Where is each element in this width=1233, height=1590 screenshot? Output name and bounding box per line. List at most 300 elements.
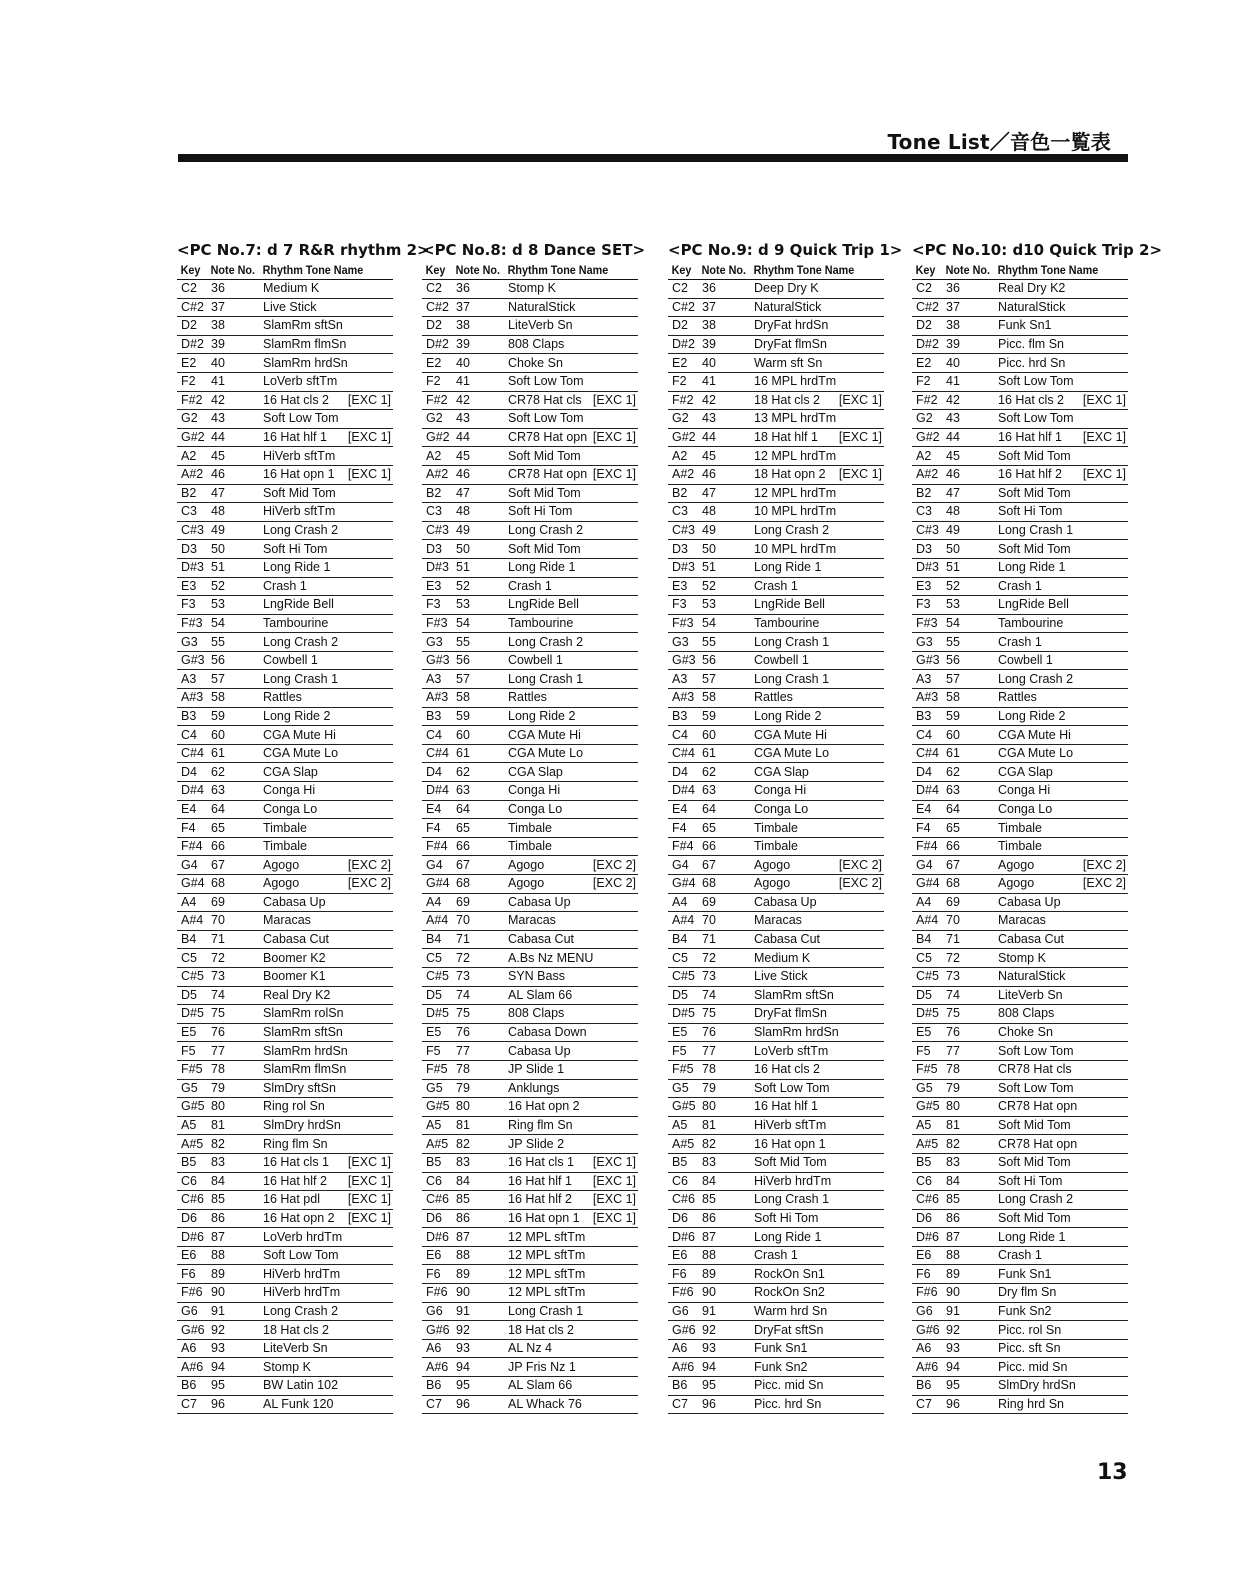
tone-name-cell bbox=[750, 707, 884, 726]
key-cell: D#2 bbox=[912, 335, 942, 354]
exclusive-group-tag: [EXC 1] bbox=[347, 430, 391, 445]
key-cell: B3 bbox=[668, 707, 698, 726]
note-number-cell: 49 bbox=[698, 521, 750, 540]
tone-name: 16 Hat hlf 1 bbox=[508, 1173, 572, 1188]
note-number-cell: 83 bbox=[698, 1153, 750, 1172]
note-number-cell: 96 bbox=[698, 1395, 750, 1414]
table-row bbox=[912, 967, 1128, 986]
note-number-cell: 90 bbox=[942, 1284, 994, 1303]
tone-name-cell bbox=[504, 1060, 638, 1079]
tone-name: CGA Mute Lo bbox=[754, 746, 830, 761]
tone-name: Conga Hi bbox=[263, 783, 316, 798]
tone-name: AL Nz 4 bbox=[508, 1341, 553, 1356]
tone-name-cell bbox=[259, 689, 393, 708]
key-cell: B6 bbox=[422, 1377, 452, 1396]
note-number-cell: 52 bbox=[207, 577, 259, 596]
key-cell: G#3 bbox=[177, 651, 207, 670]
table-row bbox=[177, 1377, 393, 1396]
table-row bbox=[422, 428, 638, 447]
tone-name-cell bbox=[504, 1265, 638, 1284]
note-number-cell: 84 bbox=[452, 1172, 504, 1191]
tone-name-cell bbox=[994, 558, 1128, 577]
table-row bbox=[912, 1339, 1128, 1358]
key-cell: D#3 bbox=[912, 558, 942, 577]
note-number-cell: 41 bbox=[452, 372, 504, 391]
tone-name: Agogo bbox=[754, 876, 791, 891]
tone-name: A.Bs Nz MENU bbox=[508, 950, 594, 965]
key-cell: F#4 bbox=[422, 837, 452, 856]
note-number-cell: 47 bbox=[452, 484, 504, 503]
key-cell: D#2 bbox=[668, 335, 698, 354]
tone-name-cell bbox=[259, 986, 393, 1005]
note-number-cell: 77 bbox=[698, 1042, 750, 1061]
note-number-cell: 38 bbox=[207, 317, 259, 336]
tone-name-cell bbox=[259, 298, 393, 317]
table-row bbox=[668, 893, 884, 912]
note-number-cell: 67 bbox=[452, 856, 504, 875]
table-row bbox=[422, 447, 638, 466]
tone-name: SlamRm hrdSn bbox=[263, 355, 348, 370]
tone-name-cell bbox=[504, 1209, 638, 1228]
table-row bbox=[668, 875, 884, 894]
tone-name: 16 Hat cls 2 bbox=[754, 1062, 821, 1077]
tone-name: 16 Hat hlf 2 bbox=[508, 1192, 572, 1207]
key-cell: E2 bbox=[668, 354, 698, 373]
key-cell: B5 bbox=[912, 1153, 942, 1172]
table-row bbox=[668, 447, 884, 466]
key-cell: C6 bbox=[668, 1172, 698, 1191]
tone-name: Stomp K bbox=[508, 281, 556, 296]
table-row bbox=[912, 930, 1128, 949]
key-cell: F#6 bbox=[177, 1284, 207, 1303]
tone-name-cell bbox=[504, 670, 638, 689]
tone-name: Cabasa Cut bbox=[263, 932, 330, 947]
tone-name-cell bbox=[750, 1116, 884, 1135]
key-cell: B4 bbox=[668, 930, 698, 949]
tone-name: Long Crash 1 bbox=[508, 671, 584, 686]
page-header-title: Tone List／音色一覧表 bbox=[887, 130, 1111, 154]
key-cell: D#3 bbox=[422, 558, 452, 577]
key-cell: C#4 bbox=[912, 744, 942, 763]
key-cell: C5 bbox=[422, 949, 452, 968]
exclusive-group-tag: [EXC 1] bbox=[347, 467, 391, 482]
tone-name-cell bbox=[504, 410, 638, 429]
tone-name: Soft Low Tom bbox=[998, 1043, 1074, 1058]
table-row bbox=[422, 410, 638, 429]
table-row bbox=[912, 1060, 1128, 1079]
tone-name: Stomp K bbox=[998, 950, 1046, 965]
tone-name: AL Slam 66 bbox=[508, 1378, 573, 1393]
table-row bbox=[422, 967, 638, 986]
table-row bbox=[177, 410, 393, 429]
tone-name-cell bbox=[750, 1060, 884, 1079]
note-number-cell: 44 bbox=[452, 428, 504, 447]
tone-name-cell bbox=[259, 726, 393, 745]
tone-name-cell bbox=[259, 1246, 393, 1265]
tone-name-cell bbox=[750, 428, 884, 447]
exclusive-group-tag: [EXC 1] bbox=[838, 467, 882, 482]
note-number-cell: 69 bbox=[942, 893, 994, 912]
exclusive-group-tag: [EXC 1] bbox=[838, 392, 882, 407]
key-cell: C#4 bbox=[668, 744, 698, 763]
tone-name: Long Ride 1 bbox=[754, 560, 822, 575]
table-row bbox=[912, 1209, 1128, 1228]
tone-name: Soft Mid Tom bbox=[998, 1155, 1071, 1170]
tone-name: Long Ride 1 bbox=[998, 1229, 1066, 1244]
key-cell: C5 bbox=[668, 949, 698, 968]
tone-name-cell bbox=[504, 484, 638, 503]
tone-name: Long Ride 1 bbox=[754, 1229, 822, 1244]
table-row bbox=[912, 689, 1128, 708]
tone-name: Rattles bbox=[508, 690, 547, 705]
tone-name: Soft Mid Tom bbox=[998, 541, 1071, 556]
table-row bbox=[177, 651, 393, 670]
note-number-cell: 43 bbox=[942, 410, 994, 429]
tone-name: CGA Mute Hi bbox=[508, 727, 581, 742]
note-number-cell: 60 bbox=[942, 726, 994, 745]
tone-name-cell bbox=[259, 930, 393, 949]
key-cell: D4 bbox=[422, 763, 452, 782]
tone-name-cell bbox=[504, 1023, 638, 1042]
note-number-cell: 63 bbox=[207, 782, 259, 801]
tone-name: Cabasa Cut bbox=[754, 932, 821, 947]
tone-name: Soft Hi Tom bbox=[754, 1210, 819, 1225]
note-number-cell: 64 bbox=[698, 800, 750, 819]
tone-name: AL Slam 66 bbox=[508, 987, 573, 1002]
tone-name: Long Crash 1 bbox=[754, 634, 830, 649]
key-cell: E6 bbox=[177, 1246, 207, 1265]
note-number-cell: 39 bbox=[207, 335, 259, 354]
key-cell: A#3 bbox=[422, 689, 452, 708]
note-number-cell: 53 bbox=[207, 596, 259, 615]
tone-name: JP Slide 2 bbox=[508, 1136, 565, 1151]
key-cell: A#3 bbox=[912, 689, 942, 708]
key-cell: G4 bbox=[422, 856, 452, 875]
tone-name: Soft Mid Tom bbox=[754, 1155, 827, 1170]
exclusive-group-tag: [EXC 1] bbox=[1082, 430, 1126, 445]
note-number-cell: 48 bbox=[698, 503, 750, 522]
tone-name-cell bbox=[750, 1246, 884, 1265]
tone-name: Agogo bbox=[263, 857, 300, 872]
tone-name-cell bbox=[750, 1358, 884, 1377]
table-row bbox=[422, 354, 638, 373]
key-cell: C7 bbox=[912, 1395, 942, 1414]
note-number-cell: 89 bbox=[942, 1265, 994, 1284]
tone-name-cell bbox=[504, 633, 638, 652]
tone-name-cell bbox=[994, 1284, 1128, 1303]
note-number-cell: 45 bbox=[452, 447, 504, 466]
key-cell: B5 bbox=[668, 1153, 698, 1172]
table-row bbox=[177, 503, 393, 522]
tone-name-cell bbox=[259, 893, 393, 912]
note-number-cell: 92 bbox=[698, 1321, 750, 1340]
key-cell: F3 bbox=[422, 596, 452, 615]
key-cell: E2 bbox=[912, 354, 942, 373]
tone-name: CGA Mute Hi bbox=[998, 727, 1071, 742]
table-row bbox=[668, 1005, 884, 1024]
tone-name: 808 Claps bbox=[998, 1006, 1055, 1021]
tone-name: HiVerb hrdTm bbox=[263, 1266, 341, 1281]
key-cell: D2 bbox=[668, 317, 698, 336]
note-number-cell: 53 bbox=[698, 596, 750, 615]
tone-name-cell bbox=[994, 744, 1128, 763]
key-cell: A6 bbox=[912, 1339, 942, 1358]
tone-name: Cabasa Up bbox=[508, 1043, 571, 1058]
table-row bbox=[912, 1228, 1128, 1247]
tone-name-cell bbox=[994, 967, 1128, 986]
key-cell: D6 bbox=[912, 1209, 942, 1228]
note-number-cell: 43 bbox=[452, 410, 504, 429]
tone-name: LngRide Bell bbox=[754, 597, 825, 612]
tone-table bbox=[422, 261, 638, 1414]
key-cell: G#6 bbox=[912, 1321, 942, 1340]
key-cell: B6 bbox=[177, 1377, 207, 1396]
tone-name-cell bbox=[994, 596, 1128, 615]
tone-name: Deep Dry K bbox=[754, 281, 819, 296]
exclusive-group-tag: [EXC 1] bbox=[347, 1192, 391, 1207]
note-number-cell: 92 bbox=[452, 1321, 504, 1340]
key-cell: D5 bbox=[668, 986, 698, 1005]
table-row bbox=[912, 1098, 1128, 1117]
key-cell: D3 bbox=[912, 540, 942, 559]
tone-name: Crash 1 bbox=[998, 1248, 1042, 1263]
tone-name-cell bbox=[504, 280, 638, 299]
note-number-cell: 50 bbox=[207, 540, 259, 559]
tone-name: 16 Hat cls 1 bbox=[263, 1155, 330, 1170]
tone-name: Warm hrd Sn bbox=[754, 1303, 828, 1318]
tone-name-cell bbox=[750, 837, 884, 856]
tone-name: Real Dry K2 bbox=[998, 281, 1066, 296]
key-cell: A5 bbox=[668, 1116, 698, 1135]
key-cell: B2 bbox=[177, 484, 207, 503]
table-row bbox=[422, 391, 638, 410]
note-number-cell: 96 bbox=[207, 1395, 259, 1414]
tone-name: AL Whack 76 bbox=[508, 1396, 582, 1411]
tone-name-cell bbox=[750, 596, 884, 615]
table-row bbox=[668, 967, 884, 986]
tone-column-header: Rhythm Tone Name bbox=[994, 261, 1115, 280]
tone-table-title: <PC No.7: d 7 R&R rhythm 2> bbox=[177, 241, 430, 259]
note-number-cell: 70 bbox=[942, 912, 994, 931]
note-number-cell: 75 bbox=[207, 1005, 259, 1024]
key-cell: D#4 bbox=[912, 782, 942, 801]
note-number-cell: 73 bbox=[942, 967, 994, 986]
key-cell: G6 bbox=[422, 1302, 452, 1321]
note-number-cell: 89 bbox=[452, 1265, 504, 1284]
tone-name: RockOn Sn1 bbox=[754, 1266, 825, 1281]
table-row bbox=[422, 596, 638, 615]
note-number-cell: 68 bbox=[207, 875, 259, 894]
note-number-cell: 84 bbox=[207, 1172, 259, 1191]
tone-name-cell bbox=[504, 1079, 638, 1098]
tone-name-cell bbox=[994, 763, 1128, 782]
table-row bbox=[422, 614, 638, 633]
key-cell: A6 bbox=[422, 1339, 452, 1358]
exclusive-group-tag: [EXC 2] bbox=[347, 876, 391, 891]
table-row bbox=[912, 298, 1128, 317]
tone-name-cell bbox=[994, 335, 1128, 354]
key-cell: G#5 bbox=[422, 1098, 452, 1117]
table-row bbox=[668, 372, 884, 391]
table-row bbox=[912, 707, 1128, 726]
note-number-cell: 46 bbox=[452, 465, 504, 484]
tone-name: DryFat hrdSn bbox=[754, 318, 829, 333]
table-row bbox=[912, 1302, 1128, 1321]
tone-name: LoVerb sftTm bbox=[263, 374, 338, 389]
tone-name: Timbale bbox=[754, 820, 798, 835]
tone-name: DryFat flmSn bbox=[754, 1006, 827, 1021]
note-number-cell: 77 bbox=[452, 1042, 504, 1061]
note-number-cell: 78 bbox=[698, 1060, 750, 1079]
tone-name: Soft Mid Tom bbox=[998, 1210, 1071, 1225]
note-column-header: Note No. bbox=[452, 261, 499, 280]
exclusive-group-tag: [EXC 2] bbox=[838, 876, 882, 891]
key-cell: G2 bbox=[177, 410, 207, 429]
tone-name: Tambourine bbox=[998, 615, 1064, 630]
note-number-cell: 93 bbox=[942, 1339, 994, 1358]
tone-name-cell bbox=[994, 503, 1128, 522]
table-row bbox=[422, 1209, 638, 1228]
key-cell: A#3 bbox=[668, 689, 698, 708]
exclusive-group-tag: [EXC 1] bbox=[838, 430, 882, 445]
tone-name-cell bbox=[504, 1395, 638, 1414]
tone-name-cell bbox=[750, 651, 884, 670]
note-number-cell: 45 bbox=[207, 447, 259, 466]
table-row bbox=[422, 577, 638, 596]
table-row bbox=[177, 1005, 393, 1024]
table-row bbox=[668, 670, 884, 689]
key-cell: A5 bbox=[912, 1116, 942, 1135]
note-number-cell: 75 bbox=[698, 1005, 750, 1024]
tone-name: LoVerb hrdTm bbox=[263, 1229, 343, 1244]
key-cell: A3 bbox=[912, 670, 942, 689]
tone-name-cell bbox=[750, 689, 884, 708]
table-row bbox=[177, 837, 393, 856]
tone-name-cell bbox=[994, 410, 1128, 429]
tone-name: Picc. mid Sn bbox=[754, 1378, 824, 1393]
table-row bbox=[668, 410, 884, 429]
tone-name-cell bbox=[994, 1172, 1128, 1191]
note-number-cell: 85 bbox=[452, 1191, 504, 1210]
key-cell: F5 bbox=[177, 1042, 207, 1061]
note-number-cell: 95 bbox=[942, 1377, 994, 1396]
tone-name: Cabasa Cut bbox=[508, 932, 575, 947]
table-row bbox=[422, 1079, 638, 1098]
note-number-cell: 93 bbox=[452, 1339, 504, 1358]
note-number-cell: 58 bbox=[452, 689, 504, 708]
tone-name-cell bbox=[994, 912, 1128, 931]
table-row bbox=[422, 930, 638, 949]
note-number-cell: 42 bbox=[942, 391, 994, 410]
table-row bbox=[422, 689, 638, 708]
table-row bbox=[912, 540, 1128, 559]
key-cell: G#4 bbox=[912, 875, 942, 894]
tone-name-cell bbox=[259, 1284, 393, 1303]
tone-name: Maracas bbox=[998, 913, 1046, 928]
tone-name-cell bbox=[994, 1302, 1128, 1321]
tone-name-cell bbox=[504, 298, 638, 317]
exclusive-group-tag: [EXC 1] bbox=[592, 1192, 636, 1207]
key-cell: D3 bbox=[177, 540, 207, 559]
tone-name-cell bbox=[750, 1284, 884, 1303]
table-row bbox=[668, 1060, 884, 1079]
note-number-cell: 89 bbox=[698, 1265, 750, 1284]
key-cell: C6 bbox=[422, 1172, 452, 1191]
key-cell: F#5 bbox=[177, 1060, 207, 1079]
note-number-cell: 61 bbox=[207, 744, 259, 763]
note-number-cell: 61 bbox=[452, 744, 504, 763]
table-row bbox=[177, 317, 393, 336]
tone-name-cell bbox=[750, 1228, 884, 1247]
table-row bbox=[177, 1209, 393, 1228]
note-number-cell: 79 bbox=[207, 1079, 259, 1098]
tone-name-cell bbox=[504, 521, 638, 540]
tone-name: Ring rol Sn bbox=[263, 1099, 325, 1114]
key-cell: D#6 bbox=[912, 1228, 942, 1247]
note-number-cell: 39 bbox=[452, 335, 504, 354]
tone-name: 16 Hat pdl bbox=[263, 1192, 320, 1207]
key-cell: G4 bbox=[177, 856, 207, 875]
tone-name: SlamRm sftSn bbox=[263, 318, 343, 333]
tone-name: CR78 Hat opn bbox=[508, 430, 588, 445]
table-row bbox=[668, 782, 884, 801]
tone-name-cell bbox=[259, 912, 393, 931]
note-number-cell: 50 bbox=[942, 540, 994, 559]
note-number-cell: 47 bbox=[698, 484, 750, 503]
key-cell: B4 bbox=[177, 930, 207, 949]
note-number-cell: 57 bbox=[452, 670, 504, 689]
tone-table-title: <PC No.8: d 8 Dance SET> bbox=[422, 241, 646, 259]
tone-name: LngRide Bell bbox=[508, 597, 579, 612]
note-number-cell: 80 bbox=[698, 1098, 750, 1117]
tone-name: Soft Low Tom bbox=[508, 411, 584, 426]
key-cell: G#2 bbox=[422, 428, 452, 447]
tone-name: Medium K bbox=[263, 281, 320, 296]
key-cell: C4 bbox=[668, 726, 698, 745]
tone-table bbox=[668, 261, 884, 1414]
tone-name: Timbale bbox=[508, 820, 552, 835]
note-number-cell: 60 bbox=[698, 726, 750, 745]
key-cell: E5 bbox=[668, 1023, 698, 1042]
tone-name-cell bbox=[504, 354, 638, 373]
exclusive-group-tag: [EXC 1] bbox=[347, 392, 391, 407]
table-row bbox=[177, 819, 393, 838]
table-row bbox=[912, 1395, 1128, 1414]
tone-name: Soft Mid Tom bbox=[508, 541, 581, 556]
table-row bbox=[668, 503, 884, 522]
tone-name: Boomer K1 bbox=[263, 969, 326, 984]
tone-name: 12 MPL hrdTm bbox=[754, 448, 837, 463]
note-number-cell: 64 bbox=[942, 800, 994, 819]
table-row bbox=[422, 1302, 638, 1321]
tone-table-title: <PC No.10: d10 Quick Trip 2> bbox=[912, 241, 1163, 259]
table-row bbox=[668, 1172, 884, 1191]
note-number-cell: 64 bbox=[207, 800, 259, 819]
key-cell: D4 bbox=[177, 763, 207, 782]
tone-name-cell bbox=[994, 1005, 1128, 1024]
table-row bbox=[177, 1284, 393, 1303]
tone-name: Choke Sn bbox=[998, 1025, 1053, 1040]
tone-name: SlmDry hrdSn bbox=[998, 1378, 1076, 1393]
note-number-cell: 74 bbox=[207, 986, 259, 1005]
tone-name: 16 Hat opn 2 bbox=[263, 1210, 335, 1225]
table-row bbox=[668, 800, 884, 819]
table-row bbox=[177, 856, 393, 875]
tone-name: 16 MPL hrdTm bbox=[754, 374, 837, 389]
note-number-cell: 62 bbox=[942, 763, 994, 782]
tone-name-cell bbox=[750, 280, 884, 299]
tone-name-cell bbox=[504, 335, 638, 354]
